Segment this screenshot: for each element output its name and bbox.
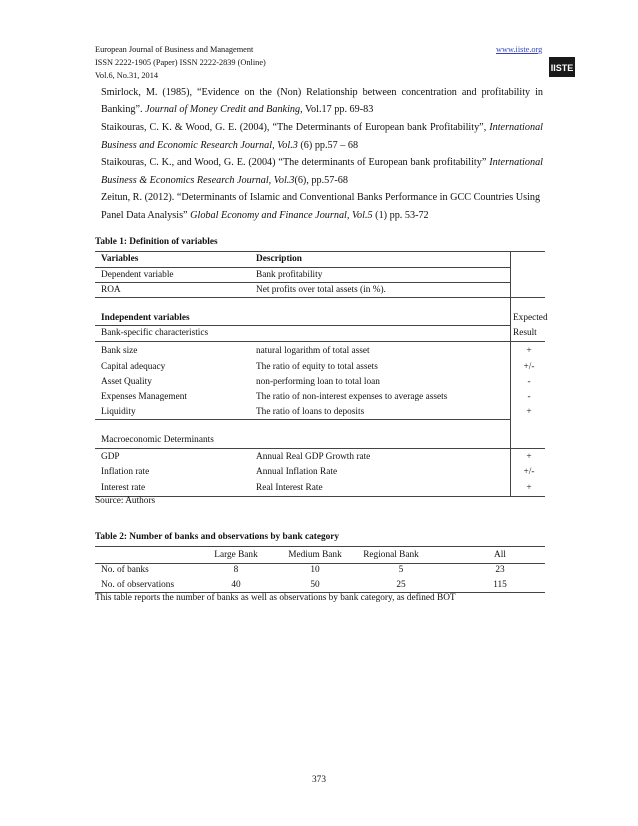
reference-3-line-1: Staikouras, C. K., and Wood, G. E. (2004) “The determinants of European bank profitability” International bbox=[101, 157, 543, 168]
table-2-note: This table reports the number of banks as well as observations by bank category, as defined BOT bbox=[95, 593, 456, 603]
table-2-cell: 23 bbox=[495, 565, 505, 575]
table-2-cell: 40 bbox=[231, 580, 241, 590]
table-1-header-variables: Variables bbox=[101, 254, 139, 264]
reference-2-line-2: Business and Economic Research Journal, Vol.3 (6) pp.57 – 68 bbox=[101, 140, 359, 151]
interest-rate-desc: Real Interest Rate bbox=[256, 483, 323, 493]
reference-1-line-1: Smirlock, M. (1985), “Evidence on the (Non) Relationship between concentration and profitability in bbox=[101, 87, 543, 98]
reference-4-line-1: Zeitun, R. (2012). “Determinants of Islamic and Conventional Banks Performance in GCC Countries Using bbox=[101, 192, 541, 203]
table-2-cell: 5 bbox=[398, 565, 404, 575]
issn-line: ISSN 2222-1905 (Paper) ISSN 2222-2839 (Online) bbox=[95, 58, 266, 67]
bank-size-label: Bank size bbox=[101, 346, 138, 356]
page-number: 373 bbox=[312, 775, 326, 785]
table-2-cell: 25 bbox=[396, 580, 406, 590]
asset-quality-sign: - bbox=[527, 377, 531, 387]
table-2-cell: 8 bbox=[233, 565, 239, 575]
expenses-management-sign: - bbox=[527, 392, 531, 402]
liquidity-desc: The ratio of loans to deposits bbox=[256, 407, 365, 417]
gdp-desc: Annual Real GDP Growth rate bbox=[256, 452, 371, 462]
table-2-rule bbox=[95, 563, 545, 564]
gdp-sign: + bbox=[526, 452, 532, 462]
liquidity-sign: + bbox=[526, 407, 532, 417]
dependent-variable-desc: Bank profitability bbox=[256, 270, 323, 280]
inflation-rate-label: Inflation rate bbox=[101, 467, 150, 477]
table-1-rule bbox=[95, 267, 510, 268]
journal-url-link[interactable]: www.iiste.org bbox=[496, 45, 543, 54]
table-2-header-all: All bbox=[494, 550, 506, 560]
table-2-row-label: No. of banks bbox=[101, 565, 149, 575]
bank-specific-label: Bank-specific characteristics bbox=[101, 328, 209, 338]
table-1-rule bbox=[95, 419, 510, 420]
table-1-rule bbox=[95, 325, 510, 326]
logo-text: IISTE bbox=[550, 63, 574, 73]
table-1-top-rule bbox=[95, 251, 545, 252]
table-1-rule bbox=[95, 297, 545, 298]
table-1-rule bbox=[95, 448, 545, 449]
capital-adequacy-label: Capital adequacy bbox=[101, 362, 166, 372]
expenses-management-label: Expenses Management bbox=[101, 392, 187, 402]
inflation-rate-desc: Annual Inflation Rate bbox=[256, 467, 338, 477]
result-label: Result bbox=[513, 328, 537, 338]
table-1-expected-column-divider bbox=[510, 251, 511, 496]
interest-rate-label: Interest rate bbox=[101, 483, 146, 493]
table-2-cell: 50 bbox=[310, 580, 320, 590]
reference-1-line-2: Banking”. Journal of Money Credit and Banking, Vol.17 pp. 69-83 bbox=[101, 104, 374, 115]
expected-label: Expected bbox=[513, 313, 548, 323]
table-2-row-label: No. of observations bbox=[101, 580, 175, 590]
table-2-cell: 115 bbox=[493, 580, 507, 590]
table-2-top-rule bbox=[95, 546, 545, 547]
table-1-bottom-rule bbox=[95, 496, 545, 497]
asset-quality-label: Asset Quality bbox=[101, 377, 152, 387]
roa-label: ROA bbox=[101, 285, 121, 295]
interest-rate-sign: + bbox=[526, 483, 532, 493]
table-1-rule bbox=[95, 341, 545, 342]
roa-desc: Net profits over total assets (in %). bbox=[256, 285, 386, 295]
table-2-header-large-bank: Large Bank bbox=[214, 550, 258, 560]
iiste-logo bbox=[549, 57, 575, 77]
table-2-caption: Table 2: Number of banks and observations by bank category bbox=[95, 532, 340, 542]
table-1-header-description: Description bbox=[256, 254, 302, 264]
independent-variables-label: Independent variables bbox=[101, 313, 190, 323]
gdp-label: GDP bbox=[101, 452, 120, 462]
macroeconomic-label: Macroeconomic Determinants bbox=[101, 435, 214, 445]
asset-quality-desc: non-performing loan to total loan bbox=[256, 377, 380, 387]
table-1-source: Source: Authors bbox=[95, 496, 156, 506]
inflation-rate-sign: +/- bbox=[523, 467, 535, 477]
volume-line: Vol.6, No.31, 2014 bbox=[95, 71, 158, 80]
journal-name: European Journal of Business and Management bbox=[95, 45, 254, 54]
table-1-rule bbox=[95, 282, 510, 283]
dependent-variable-label: Dependent variable bbox=[101, 270, 174, 280]
table-1-caption: Table 1: Definition of variables bbox=[95, 237, 218, 247]
table-2-header-medium-bank: Medium Bank bbox=[288, 550, 342, 560]
bank-size-sign: + bbox=[526, 346, 532, 356]
table-2-header-regional-bank: Regional Bank bbox=[363, 550, 419, 560]
capital-adequacy-desc: The ratio of equity to total assets bbox=[256, 362, 378, 372]
reference-3-line-2: Business & Economics Research Journal, Vol.3(6), pp.57-68 bbox=[101, 175, 348, 186]
reference-2-line-1: Staikouras, C. K. & Wood, G. E. (2004), “The Determinants of European bank Profitability”, International bbox=[101, 122, 543, 133]
bank-size-desc: natural logarithm of total asset bbox=[256, 346, 370, 356]
liquidity-label: Liquidity bbox=[101, 407, 136, 417]
capital-adequacy-sign: +/- bbox=[523, 362, 535, 372]
expenses-management-desc: The ratio of non-interest expenses to average assets bbox=[256, 392, 448, 402]
reference-4-line-2: Panel Data Analysis” Global Economy and Finance Journal, Vol.5 (1) pp. 53-72 bbox=[101, 210, 429, 221]
table-2-cell: 10 bbox=[310, 565, 320, 575]
